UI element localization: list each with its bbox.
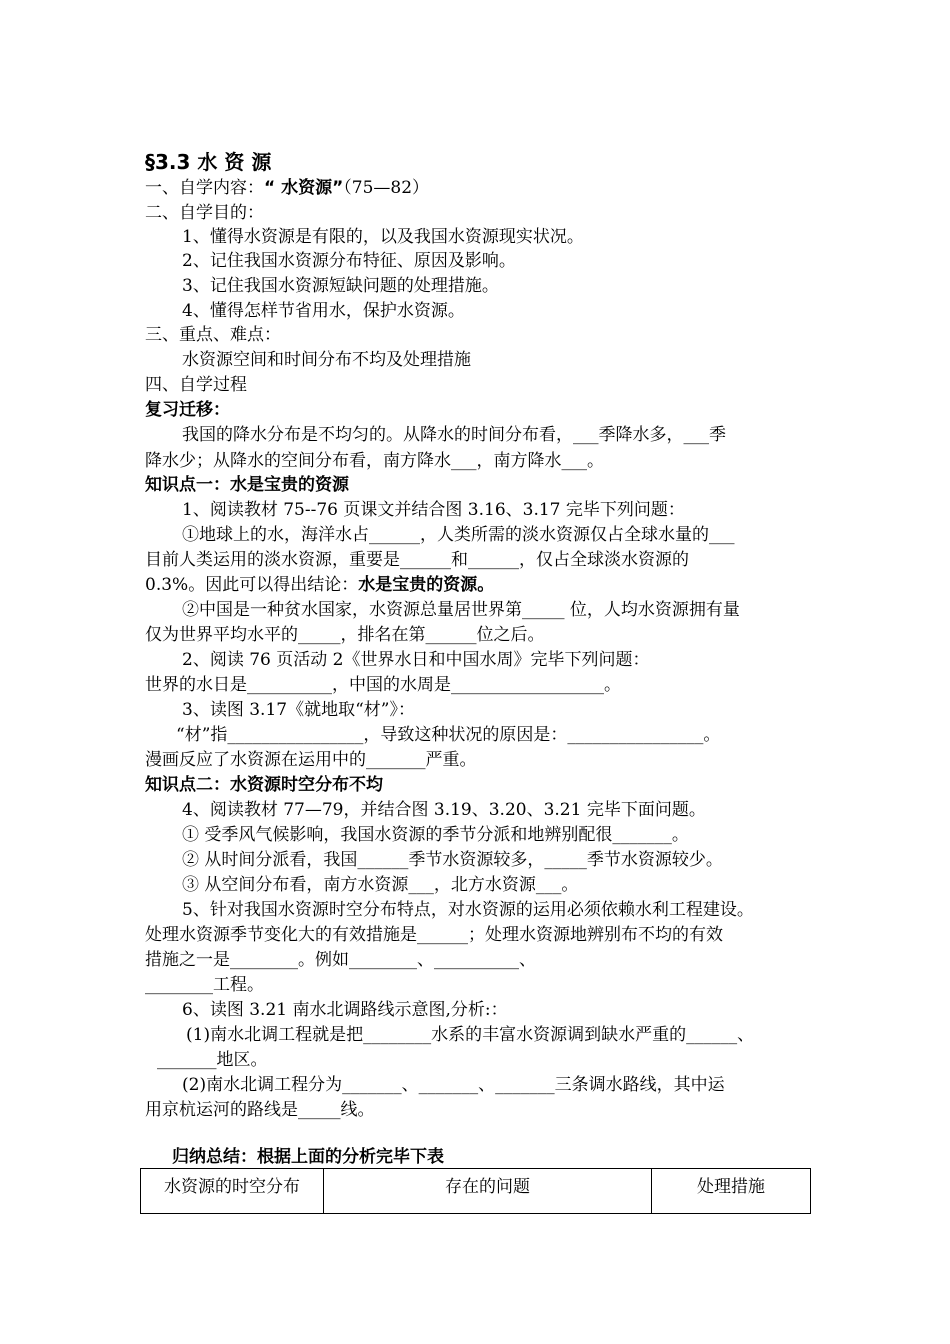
goal-item: 1、懂得水资源是有限的，以及我国水资源现实状况。 <box>182 227 584 247</box>
question-line: 2、阅读 76 页活动 2《世界水日和中国水周》完毕下列问题： <box>182 650 650 670</box>
question-line: 3、读图 3.17《就地取“材”》： <box>182 700 415 720</box>
goal-item: 2、记住我国水资源分布特征、原因及影响。 <box>182 251 516 271</box>
question-line: 世界的水日是__________，中国的水周是__________________。 <box>145 675 621 695</box>
section-3-label: 三、重点、难点： <box>145 325 281 345</box>
question-line: 措施之一是________。例如________、__________、 <box>145 950 536 970</box>
question-line: ③ 从空间分布看，南方水资源___，北方水资源___。 <box>182 875 579 895</box>
question-line: 漫画反应了水资源在运用中的_______严重。 <box>145 750 477 770</box>
question-line: ________工程。 <box>145 975 264 995</box>
review-line: 我国的降水分布是不均匀的。从降水的时间分布看，___季降水多，___季 <box>182 425 726 445</box>
table-header-cell: 处理措施 <box>652 1169 811 1214</box>
question-line: 处理水资源季节变化大的有效措施是______；处理水资源地辨别布不均的有效 <box>145 925 723 945</box>
question-line: (2)南水北调工程分为_______、_______、_______三条调水路线，其中运 <box>182 1075 725 1095</box>
goal-item: 3、记住我国水资源短缺问题的处理措施。 <box>182 276 499 296</box>
summary-heading: 归纳总结：根据上面的分析完毕下表 <box>172 1147 444 1167</box>
question-line: 1、阅读教材 75--76 页课文并结合图 3.16、3.17 完毕下列问题： <box>182 500 685 520</box>
question-line: 5、针对我国水资源时空分布特点，对水资源的运用必须依赖水利工程建设。 <box>182 900 754 920</box>
table-row <box>141 1169 811 1214</box>
knowledge-point-2-heading: 知识点二：水资源时空分布不均 <box>145 775 383 795</box>
conclusion-bold: 水是宝贵的资源。 <box>358 575 495 595</box>
section-2-label: 二、自学目的： <box>145 203 264 223</box>
question-line: 目前人类运用的淡水资源，重要是______和______，仅占全球淡水资源的 <box>145 550 689 570</box>
section-1-topic: “ 水资源” <box>264 178 344 198</box>
question-line: 仅为世界平均水平的_____，排名在第______位之后。 <box>145 625 545 645</box>
question-line <box>145 573 494 597</box>
question-line: ②中国是一种贫水国家，水资源总量居世界第_____ 位，人均水资源拥有量 <box>182 600 740 620</box>
question-line: “材”指________________，导致这种状况的原因是：________________。 <box>176 725 721 745</box>
question-line: ①地球上的水，海洋水占______，人类所需的淡水资源仅占全球水量的___ <box>182 525 735 545</box>
section-4-label: 四、自学过程 <box>145 375 247 395</box>
table-header-cell: 存在的问题 <box>324 1169 652 1214</box>
question-line: (1)南水北调工程就是把________水系的丰富水资源调到缺水严重的______、 <box>186 1025 755 1045</box>
section-1-label: 一、自学内容： <box>145 178 264 198</box>
question-line: 用京杭运河的路线是_____线。 <box>145 1100 375 1120</box>
summary-table <box>140 1168 811 1214</box>
knowledge-point-1-heading: 知识点一：水是宝贵的资源 <box>145 475 349 495</box>
question-line: 4、阅读教材 77—79，并结合图 3.19、3.20、3.21 完毕下面问题。 <box>182 800 706 820</box>
conclusion-prefix: 0.3%。因此可以得出结论： <box>145 575 359 595</box>
question-line: 6、读图 3.21 南水北调路线示意图,分析:： <box>182 1000 508 1020</box>
question-line: ② 从时间分派看，我国______季节水资源较多，_____季节水资源较少。 <box>182 850 723 870</box>
section-1 <box>145 176 429 200</box>
goal-item: 4、懂得怎样节省用水，保护水资源。 <box>182 301 465 321</box>
question-line: ① 受季风气候影响，我国水资源的季节分派和地辨别配很_______。 <box>182 825 689 845</box>
review-heading: 复习迁移： <box>145 400 230 420</box>
table-header-cell: 水资源的时空分布 <box>141 1169 324 1214</box>
review-line: 降水少；从降水的空间分布看，南方降水___，南方降水___。 <box>145 451 604 471</box>
section-1-range: （75—82） <box>343 178 430 198</box>
key-points-text: 水资源空间和时间分布不均及处理措施 <box>182 350 471 370</box>
page-title: §3.3 水 资 源 <box>145 150 272 174</box>
question-line: _______地区。 <box>157 1050 268 1070</box>
